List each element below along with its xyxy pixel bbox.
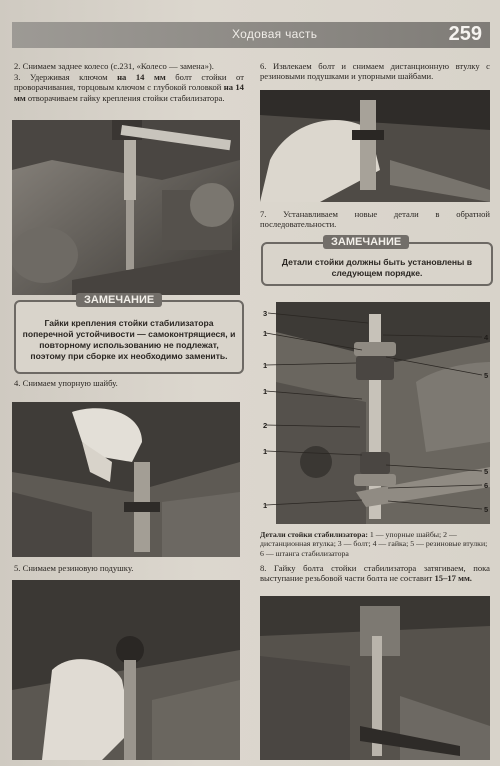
callout-5-b: 5 [484,467,489,476]
note-box-1 [14,294,244,374]
note-label: ЗАМЕЧАНИЕ [76,293,162,307]
callout-6: 6 [484,481,489,490]
note-box-2 [261,236,493,286]
callout-1-d: 1 [263,447,268,456]
callout-5-c: 5 [484,505,489,514]
photo-tighten-nut [260,596,490,760]
step-7: 7. Устанавливаем новые детали в обратной последовательности. [260,209,490,230]
page-number: 259 [448,23,482,45]
section-title: Ходовая часть [232,27,318,41]
step-4: 4. Снимаем упорную шайбу. [14,378,118,388]
photo-rubber-cushion [12,580,240,760]
photo-wrench-on-bolt [12,120,240,295]
note-label-2: ЗАМЕЧАНИЕ [323,235,409,249]
callout-3-top: 3 [263,309,268,318]
callout-1-e: 1 [263,501,268,510]
callout-1-c: 1 [263,387,268,396]
callout-lines [258,305,494,515]
photo-remove-bolt [260,90,490,202]
callout-1-a: 1 [263,329,268,338]
note-text-2: Детали стойки должны быть установлены в следующем порядке. [281,257,473,278]
figure-caption: Детали стойки стабилизатора: 1 — упорные шайбы; 2 — дистанционная втулка; 3 — болт; 4 — гайка; 5 — резиновые втулки; 6 — штанга стабилизатора [260,530,488,558]
step-6: 6. Извлекаем болт и снимаем дистанционную втулку с резиновыми подушками и упорными шайбами. [260,61,490,82]
callout-1-b: 1 [263,361,268,370]
step-8: 8. Гайку болта стойки стабилизатора затягиваем, пока выступание резьбовой части болта не составит 15–17 мм. [260,563,490,584]
photo-washer [12,402,240,557]
step-3: 3. Удерживая ключом на 14 мм болт стойки от проворачивания, торцовым ключом с глубокой головкой на 14 мм отворачиваем гайку крепления стойки стабилизатора. [14,72,244,103]
callout-4: 4 [484,333,489,342]
step-5: 5. Снимаем резиновую подушку. [14,563,134,573]
callout-5-a: 5 [484,371,489,380]
step-2: 2. Снимаем заднее колесо (с.231, «Колесо — замена»). [14,61,214,71]
note-text: Гайки крепления стойки стабилизатора поперечной устойчивости — самоконтрящиеся, и повторному использованию не подлежат, поэтому при сборке их необходимо заменить. [22,318,236,361]
callout-2: 2 [263,421,268,430]
page-header [12,22,490,48]
